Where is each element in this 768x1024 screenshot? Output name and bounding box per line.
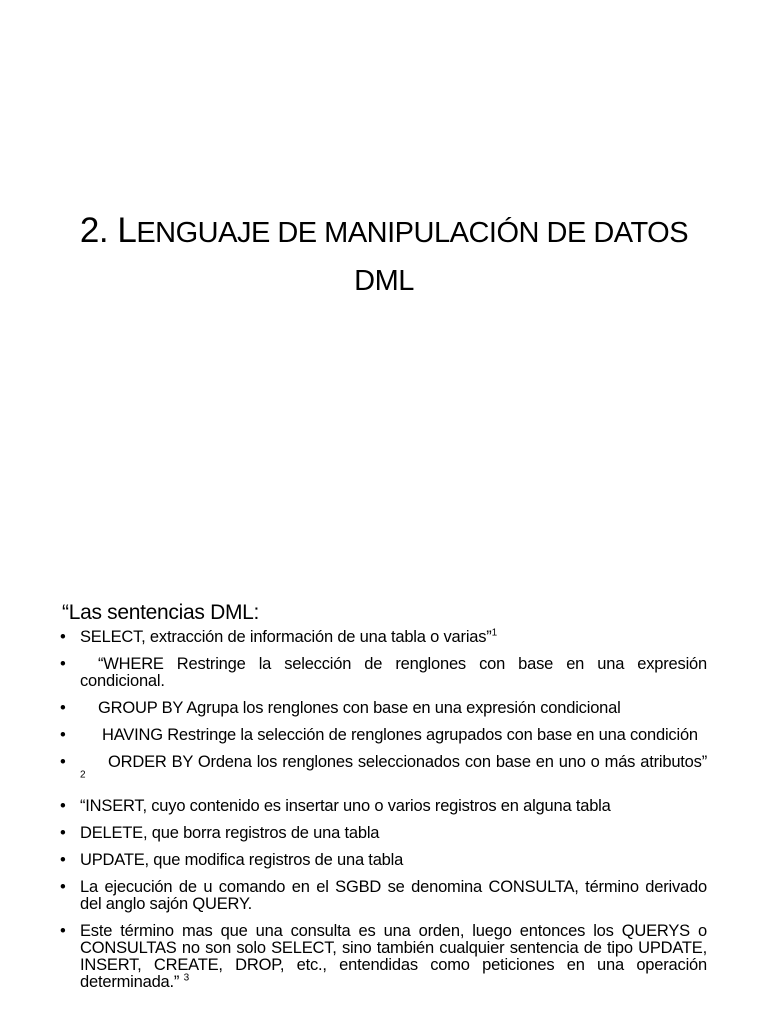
title-number: 2.	[79, 211, 118, 250]
bullet-icon: •	[60, 753, 66, 771]
title-small-caps-text: ENGUAJE DE MANIPULACIÓN DE DATOS	[136, 217, 689, 249]
list-item-text: Este término mas que una consulta es una orden, luego entonces los QUERYS o CONSULTAS no son solo SELECT, sino también cualquier sentencia de tipo UPDATE, INSERT, CREATE, DROP, etc., entendidas como peticiones en una operación determinada.”	[80, 922, 707, 991]
list-item-text: ORDER BY Ordena los renglones seleccionados con base en uno o más atributos”	[108, 753, 707, 771]
bullet-icon: •	[60, 851, 66, 869]
list-item-text: La ejecución de u comando en el SGBD se denomina CONSULTA, término derivado del anglo sajón QUERY.	[80, 878, 707, 913]
list-item-text: GROUP BY Agrupa los renglones con base en una expresión condicional	[98, 699, 621, 717]
list-item-text: UPDATE, que modifica registros de una tabla	[80, 851, 404, 869]
bullet-icon: •	[60, 628, 66, 646]
footnote-ref: 2	[80, 769, 86, 781]
list-item-text: HAVING Restringe la selección de renglones agrupados con base en una condición	[102, 726, 698, 744]
list-item-text: SELECT, extracción de información de una tabla o varias”	[80, 628, 492, 646]
list-item-text: DELETE, que borra registros de una tabla	[80, 824, 380, 842]
footnote-ref: 3	[183, 972, 189, 984]
list-item	[62, 852, 707, 869]
list-item	[62, 798, 707, 815]
footnote-ref: 1	[491, 627, 497, 639]
bullet-icon: •	[60, 655, 66, 673]
list-item	[62, 656, 707, 690]
bullet-icon: •	[60, 797, 66, 815]
bullet-icon: •	[60, 824, 66, 842]
bullet-icon: •	[60, 878, 66, 896]
list-item	[62, 727, 707, 744]
list-item-text: “WHERE Restringe la selección de renglones con base en una expresión condicional.	[80, 655, 707, 690]
title-initial-capital: L	[117, 211, 137, 250]
list-item-text: “INSERT, cuyo contenido es insertar uno o varios registros en alguna tabla	[80, 797, 611, 815]
list-item	[62, 825, 707, 842]
title-line-2: DML	[354, 265, 414, 297]
bullet-icon: •	[60, 726, 66, 744]
list-item	[62, 629, 707, 646]
bullet-icon: •	[60, 699, 66, 717]
bullet-icon: •	[60, 922, 66, 940]
statement-list	[62, 629, 707, 991]
list-item	[62, 754, 707, 788]
list-item	[62, 879, 707, 913]
slide-body	[62, 599, 707, 1001]
list-item	[62, 700, 707, 717]
intro-text: “Las sentencias DML:	[62, 601, 260, 624]
slide-title	[40, 208, 728, 304]
list-item	[62, 923, 707, 991]
